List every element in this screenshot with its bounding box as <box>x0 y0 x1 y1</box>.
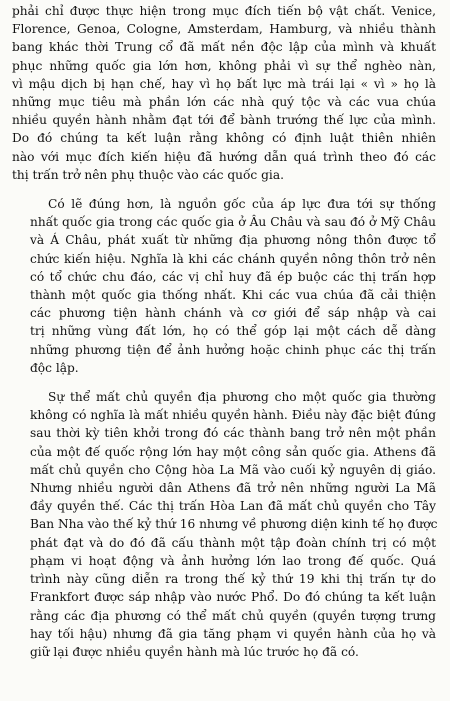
text-line: những mục tiêu mà phần lớn các nhà quý tộc và các vua chúa <box>12 95 436 110</box>
text-line: Có lẽ đúng hơn, là nguồn gốc của áp lực đưa tới sự thống <box>48 197 436 212</box>
text-line: nào với mục đích kiến hiệu đã hướng dẫn quá trình theo đó các <box>12 149 436 164</box>
text-line: chức kiến hiệu. Nghĩa là khi các chánh quyền nông thôn trở nên <box>30 251 436 266</box>
text-line: trình này cũng diễn ra trong thế kỷ thứ 19 khi thị trấn tự do <box>30 572 436 587</box>
text-line: nhất quốc gia trong các quốc gia ở Âu Châu và sau đó ở Mỹ Châu <box>30 215 436 230</box>
text-line: không có nghĩa là mất nhiều quyền hành. Điều này đặc biệt đúng <box>30 408 436 423</box>
text-line: thành một quốc gia thống nhất. Khi các vua chúa đã cải thiện <box>30 288 436 303</box>
text-line: có tổ chức chu đáo, các vị chỉ huy đã ép buộc các thị trấn hợp <box>30 269 436 284</box>
text-line: Sự thể mất chủ quyền địa phương cho một quốc gia thường <box>48 390 436 405</box>
text-line: thị trấn trở nên phụ thuộc vào các quốc gia. <box>12 167 284 182</box>
text-line: vì mậu dịch bị hạn chế, hay vì họ bất lực mà trái lại « vì » họ là <box>12 76 436 91</box>
text-line: sau thời kỳ tiên khởi trong đó các thành bang trở nên một phần <box>30 426 436 441</box>
text-line: độc lập. <box>30 360 79 375</box>
text-line: giữ lại được nhiều quyền hành mà lúc trước họ đã có. <box>30 644 359 659</box>
text-line: phát đạt và do đó đã cấu thành một tập đoàn chính trị có một <box>30 535 436 550</box>
text-line: trị những vùng đất lớn, họ có thể góp lại một cách dễ dàng <box>30 324 436 339</box>
text-line: và Á Châu, phát xuất từ những địa phương nông thôn được tổ <box>30 233 436 248</box>
text-line: Nhưng nhiều người dân Athens đã trở nên những người La Mã <box>30 481 436 496</box>
paragraph-1 <box>12 2 436 184</box>
text-line: mất chủ quyền cho Cộng hòa La Mã vào cuối kỷ nguyên dị giáo. <box>30 462 436 477</box>
paragraph-2 <box>12 195 436 377</box>
text-line: phạm vi hoạt động và ảnh hưởng lớn lao trong đế quốc. Quá <box>30 553 436 568</box>
text-line: phục những quốc gia lớn hơn, không phải vì sự thể nghèo nàn, <box>12 58 436 73</box>
text-line: những phương tiện để ảnh hưởng hoặc chinh phục các thị trấn <box>30 342 436 357</box>
text-line: các phương tiện hành chánh và cơ giới để sáp nhập và cai <box>30 306 436 321</box>
text-line: của một đế quốc rộng lớn hay một công sản quốc gia. Athens đã <box>30 444 436 459</box>
text-line: Ban Nha vào thế kỷ thứ 16 nhưng về phương diện kinh tế họ được <box>30 517 438 532</box>
text-line: rằng các địa phương có thể mất chủ quyền (quyền tượng trưng <box>30 608 436 623</box>
text-line: đầy quyền thế. Các thị trấn Hòa Lan đã mất chủ quyền cho Tây <box>30 499 436 514</box>
text-line: Do đó chúng ta kết luận rằng không có định luật thiên nhiên <box>12 131 436 146</box>
text-line: phải chỉ được thực hiện trong mục đích tiến bộ vật chất. Venice, <box>12 4 436 18</box>
text-line: bang khác thời Trung cổ đã mất nền độc lập của mình và khuất <box>12 40 436 55</box>
text-line: nhiều quyền hành nhằm đạt tới để bành trướng thế lực của mình. <box>12 113 436 128</box>
paragraph-3 <box>12 388 436 661</box>
text-line: Florence, Genoa, Cologne, Amsterdam, Hamburg, và nhiều thành <box>12 22 436 37</box>
text-line: hay tối hậu) nhưng đã gia tăng phạm vi quyền hành của họ và <box>30 626 436 641</box>
text-line: Frankfort được sáp nhập vào nước Phổ. Do đó chúng ta kết luận <box>30 590 436 605</box>
